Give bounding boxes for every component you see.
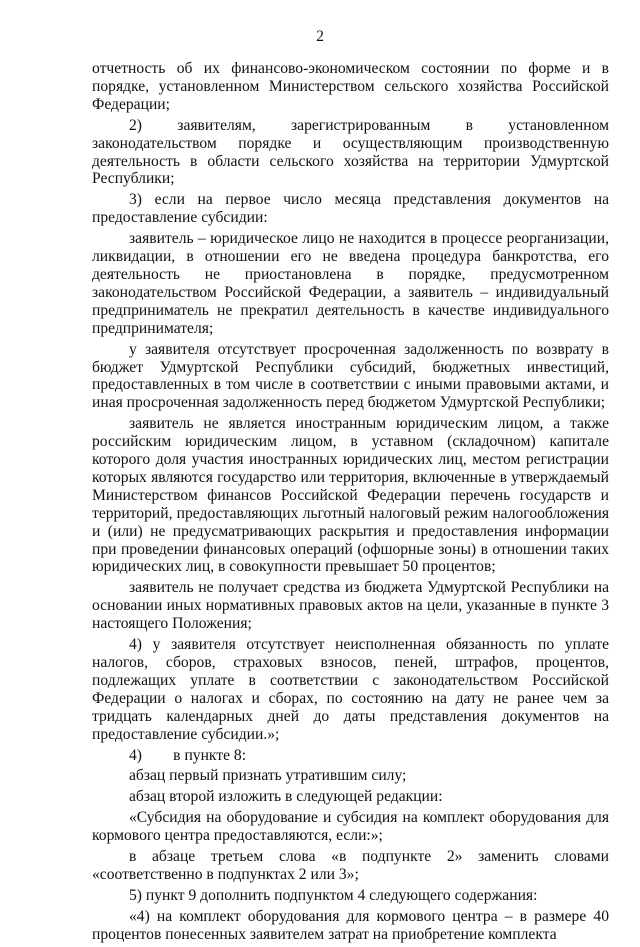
paragraph-reorganization: заявитель – юридическое лицо не находится в процессе реорганизации, ликвидации, в отношении его не введена процедура банкротства, его деятельность не приостановлена в порядке, предусмотренном законодательством Российской Федерации, а заявитель – индивидуальный предприниматель не прекратил деятельность в качестве индивидуального предпринимателя;: [92, 230, 609, 337]
paragraph-debt: у заявителя отсутствует просроченная задолженность по возврату в бюджет Удмуртской Республики субсидий, бюджетных инвестиций, предоставленных в том числе в соответствии с иными правовыми актами, и иная просроченная задолженность перед бюджетом Удмуртской Республики;: [92, 340, 609, 412]
paragraph-third-abzac: в абзаце третьем слова «в подпункте 2» заменить словами «соответственно в подпунктах 2 или 3»;: [92, 848, 609, 883]
paragraph-item-3: 3) если на первое число месяца представления документов на предоставление субсидии:: [92, 191, 609, 227]
paragraph-foreign-entity: заявитель не является иностранным юридическим лицом, а также российским юридическим лицом, в уставном (складочном) капитале которого доля участия иностранных юридических лиц, местом регистрации которых являются государство или территория, включенные в утверждаемый Министерством финансов Российской Федерации перечень государств и территорий, предоставляющих льготный налоговый режим налогообложения и (или) не предусматривающих раскрытия и предоставления информации при проведении финансовых операций (офшорные зоны) в отношении таких юридических лиц, в совокупности превышает 50 процентов;: [92, 415, 609, 576]
paragraph-second-abzac: абзац второй изложить в следующей редакции:: [129, 788, 443, 806]
paragraph-item-4-clause-8: 4) в пункте 8:: [129, 746, 247, 764]
paragraph-quote-item-4: «4) на комплект оборудования для кормового центра – в размере 40 процентов понесенных заявителем затрат на приобретение комплекта: [92, 907, 609, 943]
document-body: [92, 60, 609, 947]
page-number: 2: [316, 28, 324, 45]
paragraph-quote-subsidy: «Субсидия на оборудование и субсидия на комплект оборудования для кормового центра предоставляются, если:»;: [92, 809, 609, 845]
paragraph-continuation: отчетность об их финансово-экономическом состоянии по форме и в порядке, установленном Министерством сельского хозяйства Российской Федерации;: [92, 60, 609, 113]
paragraph-other-funds: заявитель не получает средства из бюджета Удмуртской Республики на основании иных нормативных правовых актов на цели, указанные в пункте 3 настоящего Положения;: [92, 579, 609, 633]
paragraph-item-5: 5) пункт 9 дополнить подпунктом 4 следующего содержания:: [129, 886, 538, 904]
paragraph-first-abzac: абзац первый признать утратившим силу;: [129, 767, 407, 785]
paragraph-item-4-taxes: 4) у заявителя отсутствует неисполненная обязанность по уплате налогов, сборов, страховых взносов, пеней, штрафов, процентов, подлежащих уплате в соответствии с законодательством Российской Федерации о налогах и сборах, по состоянию на дату не ранее чем за тридцать календарных дней до даты представления документов на предоставление субсидии.»;: [92, 636, 609, 743]
paragraph-item-2: 2) заявителям, зарегистрированным в установленном законодательством порядке и осуществляющим производственную деятельность в области сельского хозяйства на территории Удмуртской Республики;: [92, 116, 609, 188]
